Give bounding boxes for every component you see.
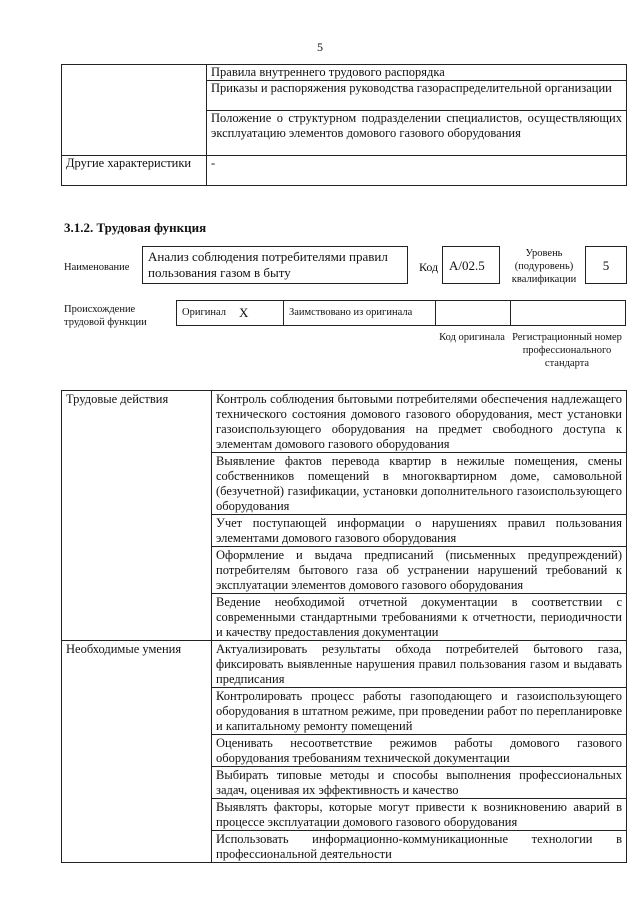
main-table (61, 390, 627, 863)
labor-action-item: Контроль соблюдения бытовыми потребителями обеспечения надлежащего технического состояния домового газового оборудования, мест установки газоиспользующего оборудования на предмет свободного доступа к элементам домового газового оборудования (212, 391, 627, 453)
borrowed-label: Заимствовано из оригинала (289, 307, 413, 318)
table-row (62, 156, 627, 186)
function-code-box: А/02.5 (442, 246, 500, 284)
origin-row (176, 300, 626, 326)
code-label: Код (419, 260, 439, 274)
skill-item: Актуализировать результаты обхода потребителей бытового газа, фиксировать выявленные нарушения правил пользования газом и выдавать предписания (212, 641, 627, 688)
level-value-box: 5 (585, 246, 627, 284)
skill-item: Оценивать несоответствие режимов работы домового газового оборудования требованиям технической документации (212, 735, 627, 767)
skill-item: Выбирать типовые методы и способы выполнения профессиональных задач, оценивая их эффективность и качество (212, 767, 627, 799)
labor-actions-label: Трудовые действия (62, 391, 212, 641)
origin-label: Происхождение трудовой функции (64, 304, 147, 328)
level-label: Уровень (подуровень) квалификации (511, 248, 577, 285)
table-row (62, 391, 627, 453)
original-label: Оригинал (182, 307, 226, 318)
other-characteristics-label: Другие характеристики (62, 156, 207, 186)
code-original-caption: Код оригинала (439, 332, 505, 343)
table-row (62, 641, 627, 688)
top-label-cell (62, 65, 207, 156)
original-mark: X (239, 305, 249, 320)
skill-item: Использовать информационно-коммуникационные технологии в профессиональной деятельности (212, 831, 627, 863)
reg-number-caption: Регистрационный номер профессионального стандарта (512, 332, 622, 369)
labor-action-item: Выявление фактов перевода квартир в нежилые помещения, смены собственников помещений в многоквартирном доме, самовольной (безучетной) газификации, установки дополнительного газоиспользующего оборудования (212, 453, 627, 515)
required-skills-label: Необходимые умения (62, 641, 212, 863)
original-cell (177, 301, 284, 325)
name-label: Наименование (64, 262, 130, 273)
code-original-cell (435, 301, 511, 325)
function-name-box: Анализ соблюдения потребителями правил пользования газом в быту (142, 246, 408, 284)
top-value-cell: Положение о структурном подразделении специалистов, осуществляющих эксплуатацию элементов домового газового оборудования (207, 111, 627, 156)
skill-item: Контролировать процесс работы газоподающего и газоиспользующего оборудования в штатном режиме, при проведении работ по перепланировке и капитальному ремонту помещений (212, 688, 627, 735)
skill-item: Выявлять факторы, которые могут привести к возникновению аварий в процессе эксплуатации домового газового оборудования (212, 799, 627, 831)
labor-action-item: Ведение необходимой отчетной документации в соответствии с современными стандартными требованиями к отчетности, периодичности и качеству предоставления документации (212, 594, 627, 641)
top-value-cell: Правила внутреннего трудового распорядка (207, 65, 627, 81)
other-characteristics-value: - (207, 156, 627, 186)
top-table (61, 64, 627, 186)
top-value-cell: Приказы и распоряжения руководства газораспределительной организации (207, 81, 627, 111)
page-number: 5 (317, 40, 323, 54)
labor-action-item: Оформление и выдача предписаний (письменных предупреждений) потребителям бытового газа об устранении нарушений требований к эксплуатации элементов домового газового оборудования (212, 547, 627, 594)
labor-action-item: Учет поступающей информации о нарушениях правил пользования элементами домового газового оборудования (212, 515, 627, 547)
table-row (62, 65, 627, 81)
section-heading: 3.1.2. Трудовая функция (64, 220, 207, 235)
